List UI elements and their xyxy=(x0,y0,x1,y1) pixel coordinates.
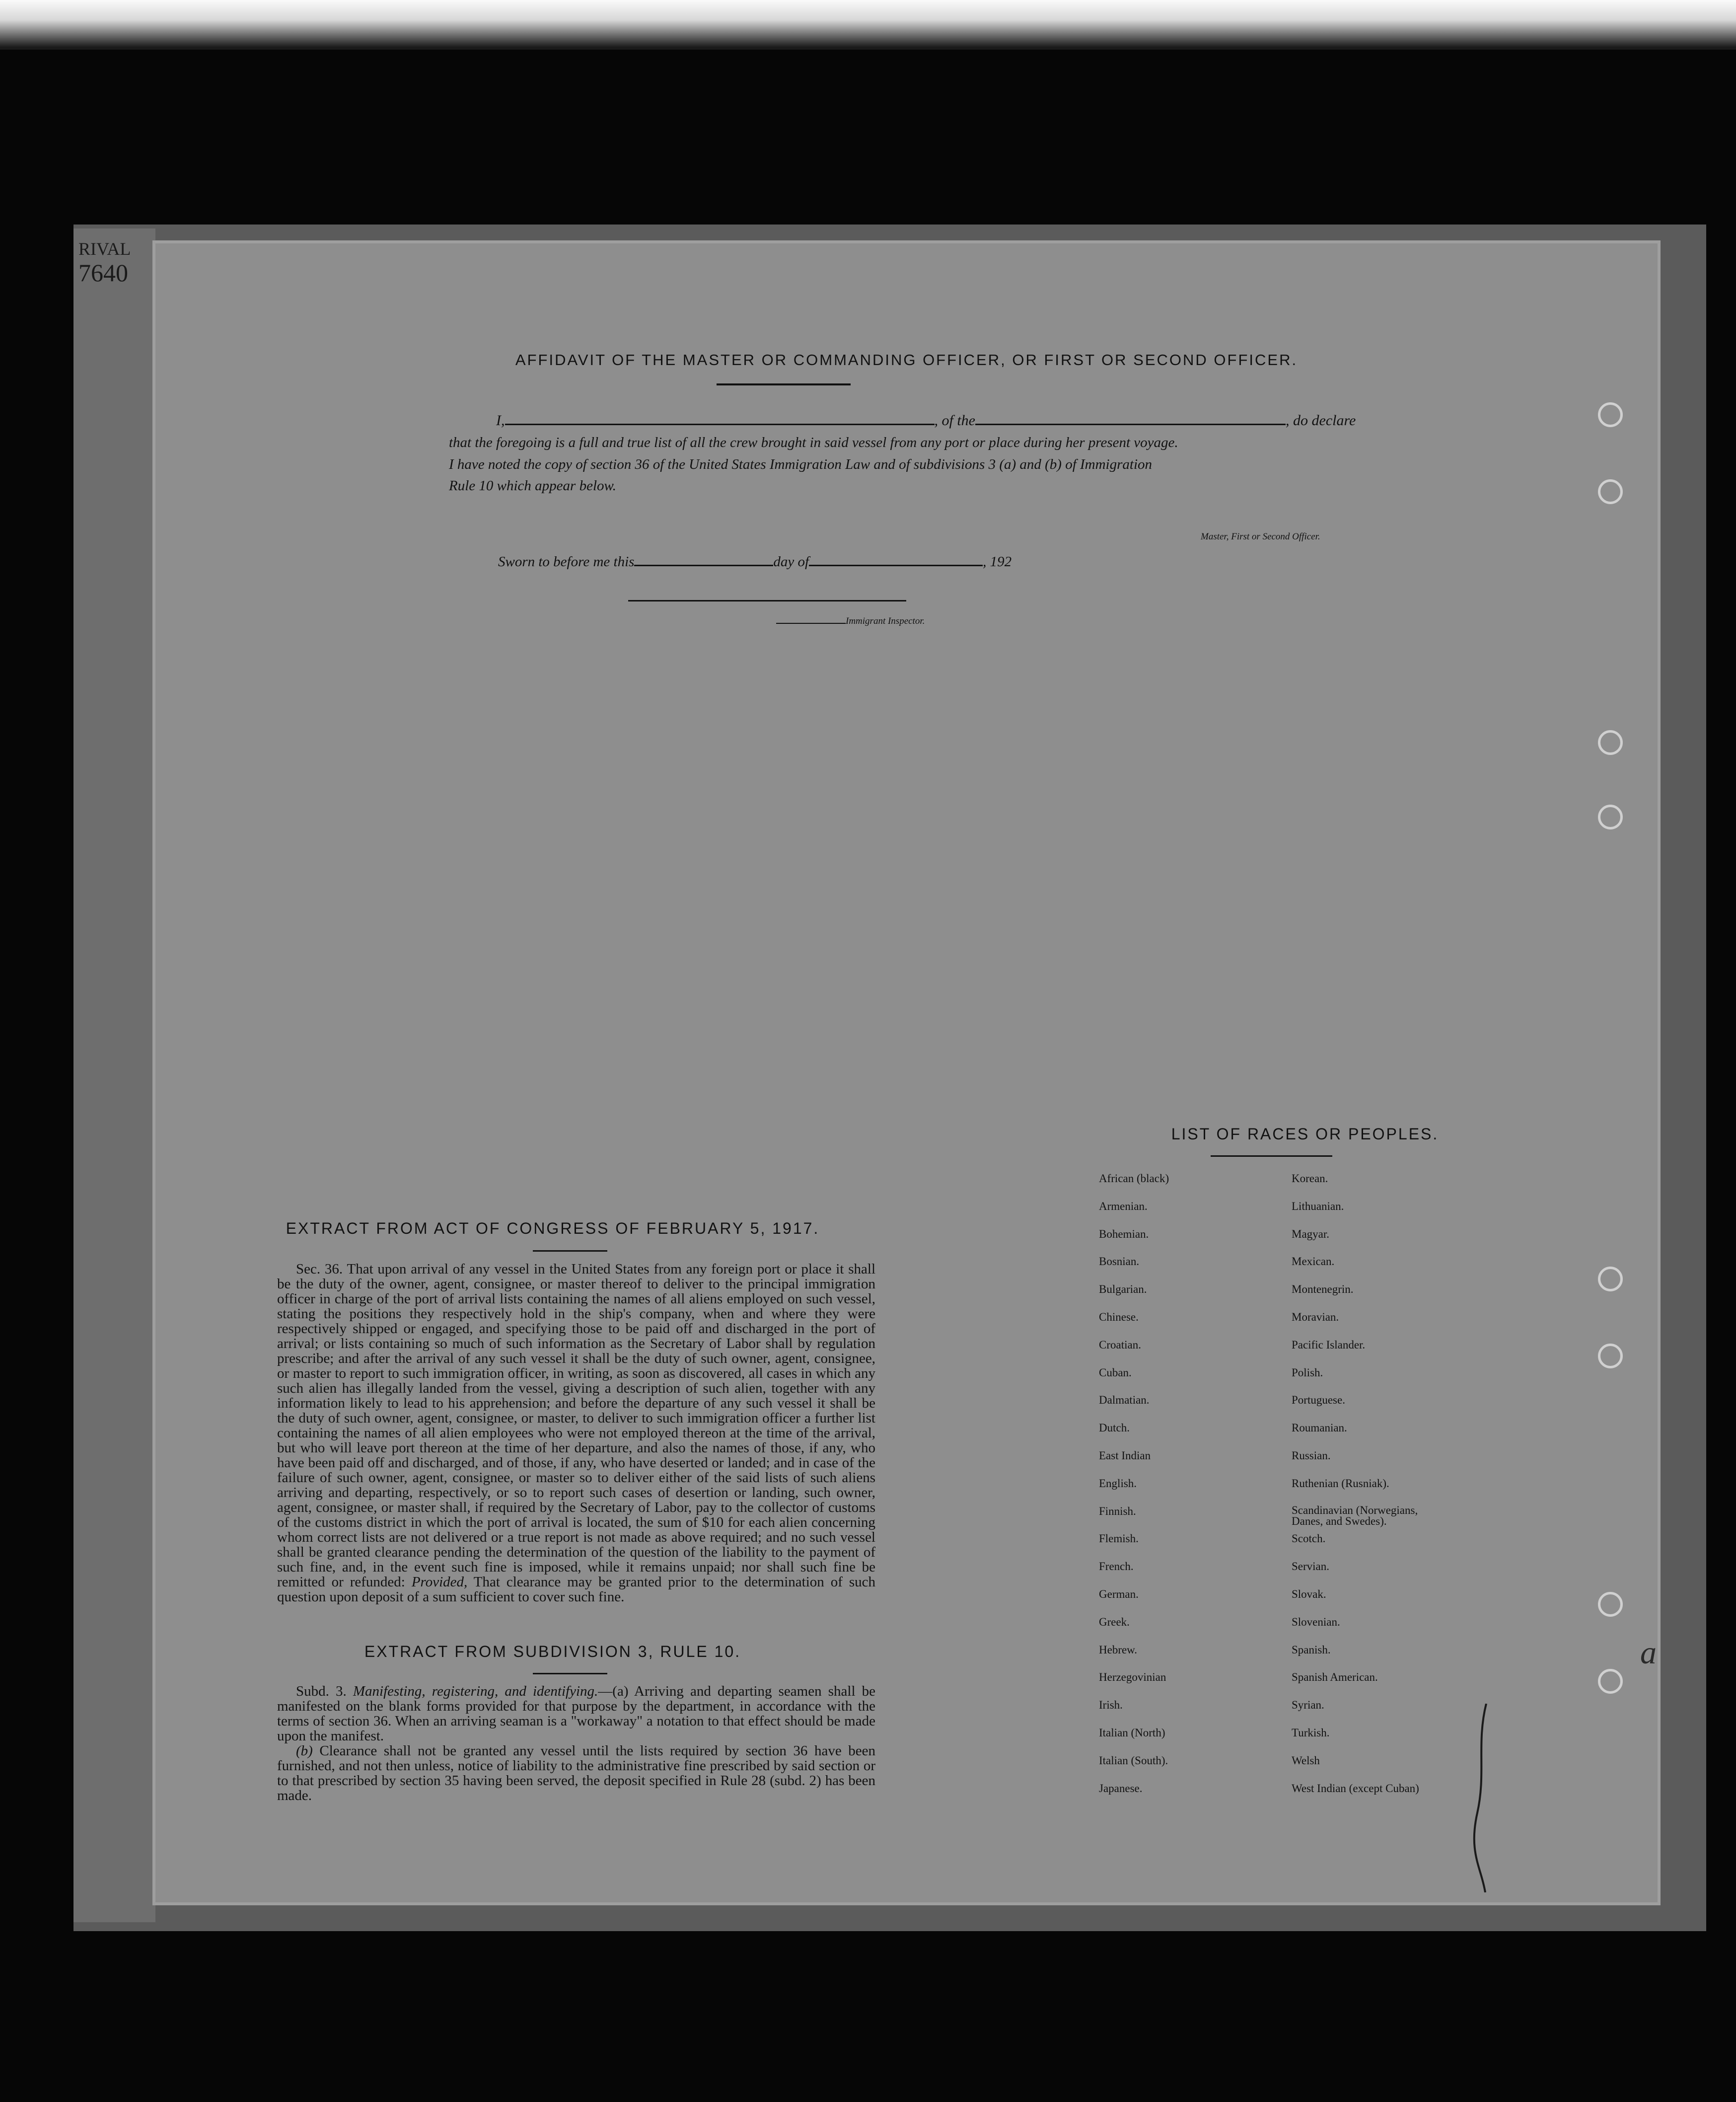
sworn-text: Sworn to before me this xyxy=(498,554,635,570)
race-item: Irish. xyxy=(1099,1699,1123,1712)
subdivision-para-a: —(a) Arriving and departing seamen shall be manifested on the blank forms provided for that purpose by the department, in accordance with the terms of section 36. When an arriving seaman is a "workaway" a notation to that effect should be made upon the manifest. xyxy=(277,1683,875,1744)
master-name-blank[interactable] xyxy=(505,424,935,425)
inspector-caption: Immigrant Inspector. xyxy=(846,616,925,626)
extract-rule-title: EXTRACT FROM SUBDIVISION 3, RULE 10. xyxy=(364,1643,741,1660)
race-item: Lithuanian. xyxy=(1292,1200,1344,1212)
subdivision-para-b: Clearance shall not be granted any vessel until the lists required by section 36 have been furnished, and not then unless, notice of liability to the administrative fine prescribed by said section or to that prescribed by section 35 having been served, the deposit specified in Rule 28 (subd. 2) has been made. xyxy=(277,1743,876,1803)
race-item: Montenegrin. xyxy=(1292,1283,1354,1296)
punch-hole-icon xyxy=(1598,1592,1623,1617)
para-b-label: (b) xyxy=(296,1743,313,1759)
race-item: East Indian xyxy=(1099,1449,1151,1462)
punch-hole-icon xyxy=(1598,479,1623,504)
handwritten-mark xyxy=(1466,1704,1496,1892)
race-item: Bosnian. xyxy=(1099,1255,1140,1268)
race-item: Croatian. xyxy=(1099,1338,1141,1351)
race-item: Scotch. xyxy=(1292,1532,1326,1545)
race-item: Dutch. xyxy=(1099,1422,1130,1434)
race-item: Armenian. xyxy=(1099,1200,1148,1212)
race-item: Moravian. xyxy=(1292,1311,1339,1323)
race-item: Magyar. xyxy=(1292,1227,1330,1240)
subdivision-label: Subd. 3. xyxy=(296,1683,347,1699)
race-item: Flemish. xyxy=(1099,1532,1139,1545)
section-36-body: That upon arrival of any vessel in the United States from any foreign port or place it shall be the duty of the owner, agent, consignee, or master thereof to deliver to the principal immigration officer in charge of the port of arrival lists containing the names of all aliens employed on such vessel, stating the positions they respectively hold in the ship's company, when and where they were respectively shipped or engaged, and specifying those to be paid off and discharged in the port of arrival; or lists containing so much of such information as the Secretary of Labor shall by regulation prescribe; and after the arrival of any such vessel it shall be the duty of such owner, agent, consignee, or master to report to such immigration officer, in writing, as soon as discovered, all cases in which any such alien has illegally landed from the vessel, giving a description of such alien, together with any information likely to lead to his apprehension; and before the departure of any such vessel it shall be the duty of such owner, agent, consignee, or master, to deliver to such immigration officer a further list containing the names of all alien employees who were not employed thereon at the time of the arrival, but who will leave port thereon at the time of her departure, and also the names of those, if any, who have been paid off and discharged, and of those, if any, who have deserted or landed; and in case of the failure of such owner, agent, consignee, or master so to deliver either of the said lists of such aliens arriving and departing, respectively, or so to report such cases of desertion or landing, such owner, agent, consignee, or master shall, if required by the Secretary of Labor, pay to the collector of customs of the customs district in which the port of arrival is located, the sum of $10 for each alien concerning whom correct lists are not delivered or a true report is not made as above required; and no such vessel shall be granted clearance pending the determination of the question of the liability to the payment of such fine, and, in the event such fine is imposed, while it remains unpaid; nor shall such fine be remitted or refunded: xyxy=(277,1261,876,1590)
year-text: , 192 xyxy=(983,554,1012,570)
race-item: Hebrew. xyxy=(1099,1643,1138,1656)
extract-rule-underline xyxy=(533,1673,607,1674)
punch-hole-icon xyxy=(1598,805,1623,829)
race-item: Greek. xyxy=(1099,1615,1130,1628)
sworn-date-blank[interactable] xyxy=(634,565,773,566)
punch-hole-icon xyxy=(1598,1669,1623,1694)
race-item: Portuguese. xyxy=(1292,1394,1345,1407)
document-page xyxy=(155,243,1658,1902)
race-item: Bulgarian. xyxy=(1099,1283,1147,1296)
race-item: Roumanian. xyxy=(1292,1422,1347,1434)
punch-hole-icon xyxy=(1598,730,1623,755)
race-item: Turkish. xyxy=(1292,1727,1330,1739)
provided-word: Provided, xyxy=(411,1574,468,1590)
section-36-body-end: That clearance may be granted prior to the determination of such question upon deposit of a sum sufficient to cover such fine. xyxy=(277,1574,876,1605)
race-item: Slovak. xyxy=(1292,1588,1326,1600)
declaration-declare: , do declare xyxy=(1286,412,1356,429)
race-item: Spanish. xyxy=(1292,1643,1331,1656)
race-item: German. xyxy=(1099,1588,1139,1600)
race-item: Mexican. xyxy=(1292,1255,1335,1268)
declaration-line-2: that the foregoing is a full and true list of all the crew brought in said vessel from any port or place during her present voyage. xyxy=(449,435,1178,450)
day-of-text: day of xyxy=(773,554,809,570)
race-item: Polish. xyxy=(1292,1366,1323,1379)
punch-hole-icon xyxy=(1598,1267,1623,1291)
edge-fragment: RIVAL xyxy=(78,239,131,259)
race-item: Korean. xyxy=(1292,1172,1328,1185)
subdivision-3-text xyxy=(277,1684,875,1803)
race-item: Syrian. xyxy=(1292,1699,1324,1712)
race-item: Servian. xyxy=(1292,1560,1330,1573)
race-item: Herzegovinian xyxy=(1099,1671,1166,1684)
race-item: Dalmatian. xyxy=(1099,1394,1150,1407)
affidavit-title: AFFIDAVIT OF THE MASTER OR COMMANDING OFFICER, OR FIRST OR SECOND OFFICER. xyxy=(515,351,1298,369)
vessel-name-blank[interactable] xyxy=(975,424,1286,425)
sworn-line xyxy=(498,554,1012,570)
subdivision-heading: Manifesting, registering, and identifying. xyxy=(353,1683,598,1699)
race-item: Russian. xyxy=(1292,1449,1331,1462)
inspector-signature-line[interactable] xyxy=(628,600,906,601)
declaration-line-1 xyxy=(496,412,1356,429)
race-item: Italian (South). xyxy=(1099,1754,1168,1767)
section-36-text xyxy=(277,1262,875,1604)
declaration-i: I, xyxy=(496,412,505,429)
race-item: Finnish. xyxy=(1099,1504,1136,1517)
extract-act-title: EXTRACT FROM ACT OF CONGRESS OF FEBRUARY 5, 1917. xyxy=(286,1219,820,1237)
race-item: Chinese. xyxy=(1099,1311,1139,1323)
film-top-edge xyxy=(0,0,1736,50)
race-item: Pacific Islander. xyxy=(1292,1338,1366,1351)
races-underline xyxy=(1211,1155,1332,1157)
declaration-line-4: Rule 10 which appear below. xyxy=(449,478,616,494)
races-title: LIST OF RACES OR PEOPLES. xyxy=(1171,1125,1439,1143)
race-item: Spanish American. xyxy=(1292,1671,1378,1684)
edge-fragment: 7640 xyxy=(78,259,128,287)
punch-hole-icon xyxy=(1598,402,1623,427)
race-item: West Indian (except Cuban) xyxy=(1292,1782,1419,1795)
title-underline xyxy=(717,383,851,385)
extract-act-underline xyxy=(533,1250,607,1252)
race-item: Ruthenian (Rusniak). xyxy=(1292,1477,1389,1490)
race-item: Cuban. xyxy=(1099,1366,1132,1379)
race-item: Slovenian. xyxy=(1292,1615,1340,1628)
race-item: French. xyxy=(1099,1560,1134,1573)
punch-hole-icon xyxy=(1598,1344,1623,1368)
declaration-line-3: I have noted the copy of section 36 of the United States Immigration Law and of subdivisions 3 (a) and (b) of Immigration xyxy=(449,456,1153,472)
race-item: Italian (North) xyxy=(1099,1727,1165,1739)
race-item: Japanese. xyxy=(1099,1782,1143,1795)
inspector-blank[interactable] xyxy=(776,623,846,624)
race-item: African (black) xyxy=(1099,1172,1169,1185)
month-blank[interactable] xyxy=(809,565,983,566)
race-item: English. xyxy=(1099,1477,1137,1490)
margin-note: a xyxy=(1640,1635,1657,1671)
master-signature-caption: Master, First or Second Officer. xyxy=(1201,531,1320,542)
race-item: Welsh xyxy=(1292,1754,1320,1767)
left-edge-strip xyxy=(73,228,155,1922)
section-36-label: Sec. 36. xyxy=(296,1261,343,1277)
declaration-of-the: , of the xyxy=(934,412,975,429)
race-item: Scandinavian (Norwegians, Danes, and Swedes). xyxy=(1292,1503,1418,1527)
race-item: Bohemian. xyxy=(1099,1227,1149,1240)
inspector-line xyxy=(776,616,925,627)
